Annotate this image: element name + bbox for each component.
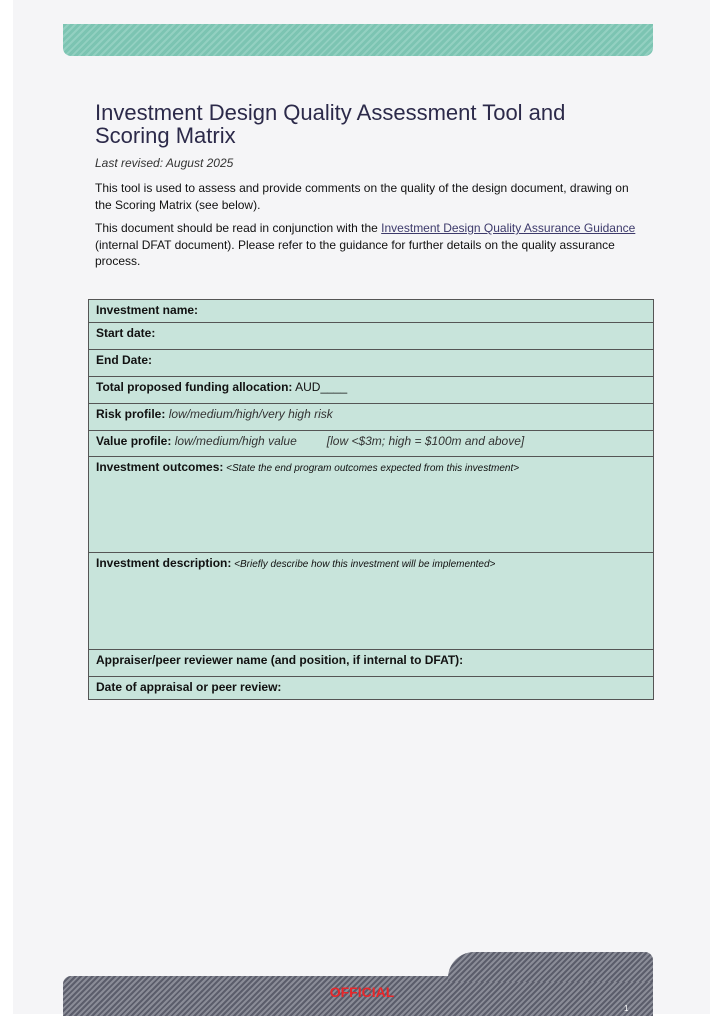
value-range-note: [low <$3m; high = $100m and above] <box>326 434 525 448</box>
page-title: Investment Design Quality Assessment Tool and Scoring Matrix <box>95 100 566 148</box>
appraisal-date-label: Date of appraisal or peer review: <box>96 680 282 694</box>
end-date-label: End Date: <box>96 353 153 367</box>
last-revised: Last revised: August 2025 <box>95 156 234 170</box>
appraiser-field[interactable] <box>89 650 654 677</box>
investment-description-label: Investment description: <box>96 556 232 570</box>
investment-details-table <box>88 299 654 700</box>
header-banner <box>63 24 653 56</box>
end-date-field[interactable] <box>89 350 654 377</box>
guidance-text-after: (internal DFAT document). Please refer to the guidance for further details on the quality assurance process. <box>95 237 615 268</box>
table-row <box>89 350 654 377</box>
investment-name-label: Investment name: <box>96 303 199 317</box>
funding-label: Total proposed funding allocation: <box>96 380 293 394</box>
table-row <box>89 650 654 677</box>
start-date-label: Start date: <box>96 326 156 340</box>
table-row <box>89 431 654 457</box>
funding-field[interactable] <box>89 377 654 404</box>
start-date-field[interactable] <box>89 323 654 350</box>
guidance-text-before: This document should be read in conjunction with the <box>95 221 382 235</box>
intro-paragraph: This tool is used to assess and provide comments on the quality of the design document, drawing on the Scoring Matrix (see below). <box>95 181 629 212</box>
investment-outcomes-field[interactable] <box>89 457 654 553</box>
risk-profile-label: Risk profile: <box>96 407 166 421</box>
table-row <box>89 300 654 323</box>
value-profile-field[interactable] <box>89 431 654 457</box>
appraisal-date-field[interactable] <box>89 677 654 700</box>
value-profile-hint: low/medium/high value <box>171 434 297 448</box>
investment-description-hint: <Briefly describe how this investment will be implemented> <box>231 559 496 570</box>
table-row <box>89 677 654 700</box>
risk-profile-hint: low/medium/high/very high risk <box>165 407 333 421</box>
risk-profile-field[interactable] <box>89 404 654 431</box>
table-row <box>89 404 654 431</box>
appraiser-label: Appraiser/peer reviewer name (and position, if internal to DFAT): <box>96 653 464 667</box>
investment-description-field[interactable] <box>89 553 654 650</box>
investment-name-field[interactable] <box>89 300 654 323</box>
table-row <box>89 553 654 650</box>
footer-map-graphic <box>448 952 653 982</box>
value-profile-label: Value profile: <box>96 434 172 448</box>
page-number: 1 <box>624 1004 629 1013</box>
guidance-paragraph <box>95 220 643 270</box>
classification-label: OFFICIAL <box>329 984 395 1000</box>
funding-value: AUD____ <box>292 380 348 394</box>
investment-outcomes-hint: <State the end program outcomes expected from this investment> <box>223 463 520 474</box>
table-row <box>89 377 654 404</box>
guidance-link[interactable]: Investment Design Quality Assurance Guidance <box>381 221 636 235</box>
table-row <box>89 323 654 350</box>
investment-outcomes-label: Investment outcomes: <box>96 460 224 474</box>
table-row <box>89 457 654 553</box>
